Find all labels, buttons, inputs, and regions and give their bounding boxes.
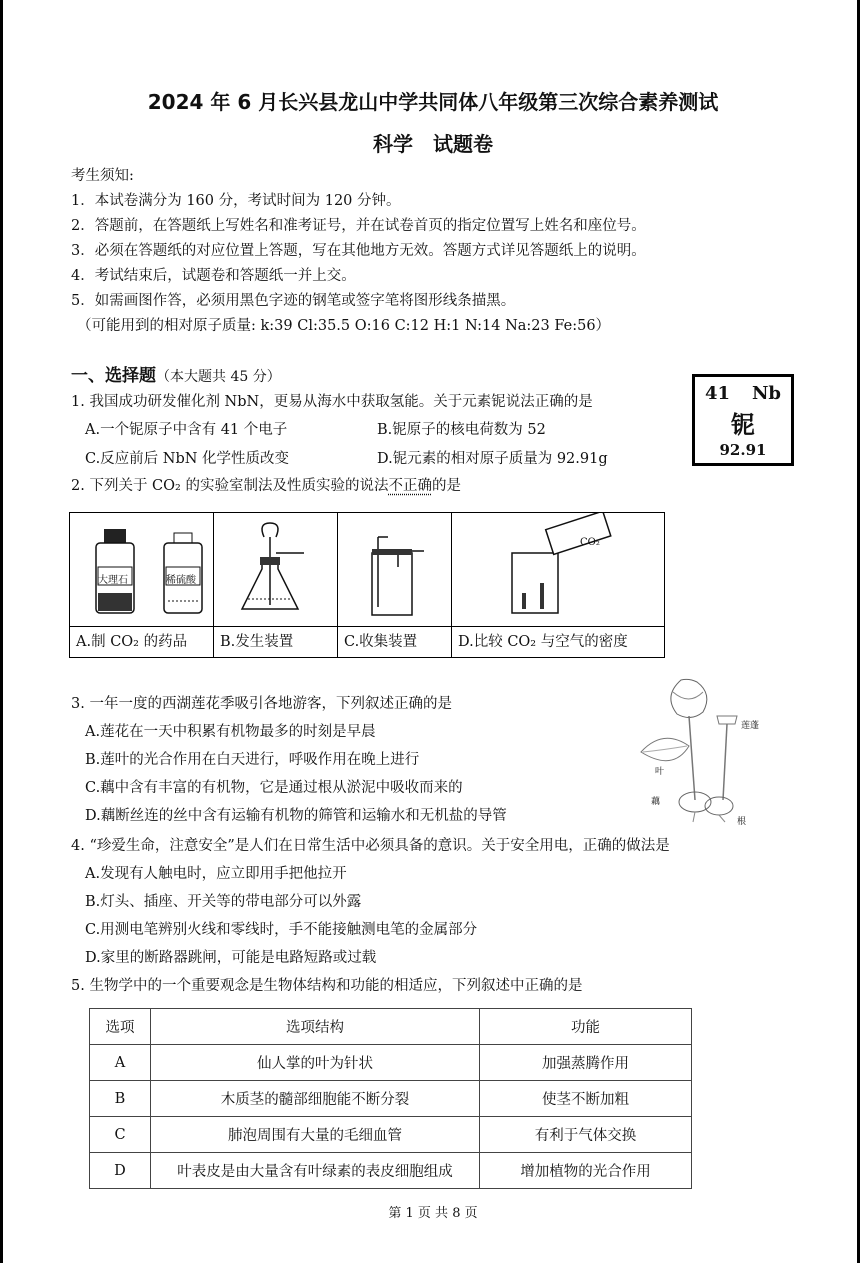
bottle-label-marble: 大理石 xyxy=(98,575,128,586)
q3-option-b: B.莲叶的光合作用在白天进行，呼吸作用在晚上进行 xyxy=(85,752,420,768)
q2-cell-a xyxy=(70,513,214,657)
atomic-masses: （可能用到的相对原子质量: k:39 Cl:35.5 O:16 C:12 H:1 N:14 Na:23 Fe:56） xyxy=(77,318,611,334)
table-row xyxy=(90,1153,692,1189)
header-structure: 选项结构 xyxy=(151,1009,480,1045)
row-c-option: C xyxy=(90,1117,151,1153)
notice-item-1: 1．本试卷满分为 160 分，考试时间为 120 分钟。 xyxy=(71,193,401,209)
element-card-niobium xyxy=(692,374,794,466)
atomic-number: 41 xyxy=(705,383,731,404)
q1-stem: 1. 我国成功研发催化剂 NbN，更易从海水中获取氢能。关于元素铌说法正确的是 xyxy=(71,394,593,410)
row-d-function: 增加植物的光合作用 xyxy=(480,1153,692,1189)
q2-caption-a: A.制 CO₂ 的药品 xyxy=(70,626,213,657)
q2-caption-d: D.比较 CO₂ 与空气的密度 xyxy=(452,626,664,657)
element-name: 铌 xyxy=(731,410,755,439)
density-comparison-icon xyxy=(452,513,664,629)
atomic-mass: 92.91 xyxy=(719,441,767,459)
label-lianpeng: 莲蓬 xyxy=(741,721,760,731)
table-row xyxy=(90,1045,692,1081)
q5-stem: 5. 生物学中的一个重要观念是生物体结构和功能的相适应，下列叙述中正确的是 xyxy=(71,978,583,994)
q4-option-c: C.用测电笔辨别火线和零线时，手不能接触测电笔的金属部分 xyxy=(85,922,478,938)
section-note: （本大题共 45 分） xyxy=(156,369,281,385)
q3-option-a: A.莲花在一天中积累有机物最多的时刻是早晨 xyxy=(85,724,376,740)
header-option: 选项 xyxy=(90,1009,151,1045)
label-leaf: 叶 xyxy=(655,767,665,777)
q3-option-d: D.藕断丝连的丝中含有运输有机物的筛管和运输水和无机盐的导管 xyxy=(85,808,507,824)
q2-cell-c xyxy=(338,513,452,657)
exam-subtitle: 科学 试题卷 xyxy=(373,132,493,156)
q2-stem-emphasis: 不正确 xyxy=(388,478,432,494)
q4-stem: 4. “珍爱生命，注意安全”是人们在日常生活中必须具备的意识。关于安全用电，正确的做法是 xyxy=(71,838,670,854)
q2-stem-pre: 2. 下列关于 CO₂ 的实验室制法及性质实验的说法 xyxy=(71,478,389,494)
notice-item-3: 3．必须在答题纸的对应位置上答题，写在其他地方无效。答题方式详见答题纸上的说明。 xyxy=(71,243,646,259)
page-footer: 第 1 页 共 8 页 xyxy=(388,1206,478,1221)
q1-option-c: C.反应前后 NbN 化学性质改变 xyxy=(85,451,290,467)
table-header-row xyxy=(90,1009,692,1045)
label-root: 根 xyxy=(737,817,747,827)
notice-item-4: 4．考试结束后，试题卷和答题纸一并上交。 xyxy=(71,268,356,284)
table-row xyxy=(90,1081,692,1117)
label-lotus-root: 藕 xyxy=(651,797,661,807)
element-symbol: Nb xyxy=(751,383,781,404)
row-a-function: 加强蒸腾作用 xyxy=(480,1045,692,1081)
q2-cell-b xyxy=(214,513,338,657)
notice-item-5: 5．如需画图作答，必须用黑色字迹的钢笔或签字笔将图形线条描黑。 xyxy=(71,293,516,309)
table-row xyxy=(90,1117,692,1153)
row-c-function: 有利于气体交换 xyxy=(480,1117,692,1153)
q2-stem-post: 的是 xyxy=(431,478,461,494)
q4-option-b: B.灯头、插座、开关等的带电部分可以外露 xyxy=(85,894,362,910)
q4-option-d: D.家里的断路器跳闸，可能是电路短路或过载 xyxy=(85,950,377,966)
q2-caption-c: C.收集装置 xyxy=(338,626,451,657)
row-d-option: D xyxy=(90,1153,151,1189)
q4-option-a: A.发现有人触电时，应立即用手把他拉开 xyxy=(85,866,347,882)
notice-heading: 考生须知: xyxy=(71,168,134,184)
exam-title: 2024 年 6 月长兴县龙山中学共同体八年级第三次综合素养测试 xyxy=(147,90,719,114)
row-a-option: A xyxy=(90,1045,151,1081)
q3-stem: 3. 一年一度的西湖莲花季吸引各地游客，下列叙述正确的是 xyxy=(71,696,452,712)
row-c-structure: 肺泡周围有大量的毛细血管 xyxy=(151,1117,480,1153)
q5-table xyxy=(89,1008,692,1189)
row-b-option: B xyxy=(90,1081,151,1117)
notice-item-2: 2．答题前，在答题纸上写姓名和准考证号，并在试卷首页的指定位置写上姓名和座位号。 xyxy=(71,218,646,234)
q2-caption-b: B.发生装置 xyxy=(214,626,337,657)
collection-bottle-icon xyxy=(338,513,452,629)
header-function: 功能 xyxy=(480,1009,692,1045)
lotus-figure xyxy=(633,676,783,827)
q1-option-d: D.铌元素的相对原子质量为 92.91g xyxy=(377,451,608,467)
q1-option-a: A.一个铌原子中含有 41 个电子 xyxy=(85,422,288,438)
q1-option-b: B.铌原子的核电荷数为 52 xyxy=(377,422,546,438)
row-b-function: 使茎不断加粗 xyxy=(480,1081,692,1117)
q3-option-c: C.藕中含有丰富的有机物，它是通过根从淤泥中吸收而来的 xyxy=(85,780,463,796)
q2-stem xyxy=(71,476,461,496)
co2-bottle-label: CO₂ xyxy=(580,537,600,548)
q2-apparatus-figure xyxy=(69,512,665,658)
section-heading xyxy=(71,366,281,387)
bottle-label-acid: 稀硫酸 xyxy=(166,575,196,586)
section-title: 一、选择题 xyxy=(71,366,156,386)
q2-cell-d xyxy=(452,513,664,657)
row-b-structure: 木质茎的髓部细胞能不断分裂 xyxy=(151,1081,480,1117)
row-d-structure: 叶表皮是由大量含有叶绿素的表皮细胞组成 xyxy=(151,1153,480,1189)
generator-flask-icon xyxy=(214,513,338,629)
row-a-structure: 仙人掌的叶为针状 xyxy=(151,1045,480,1081)
